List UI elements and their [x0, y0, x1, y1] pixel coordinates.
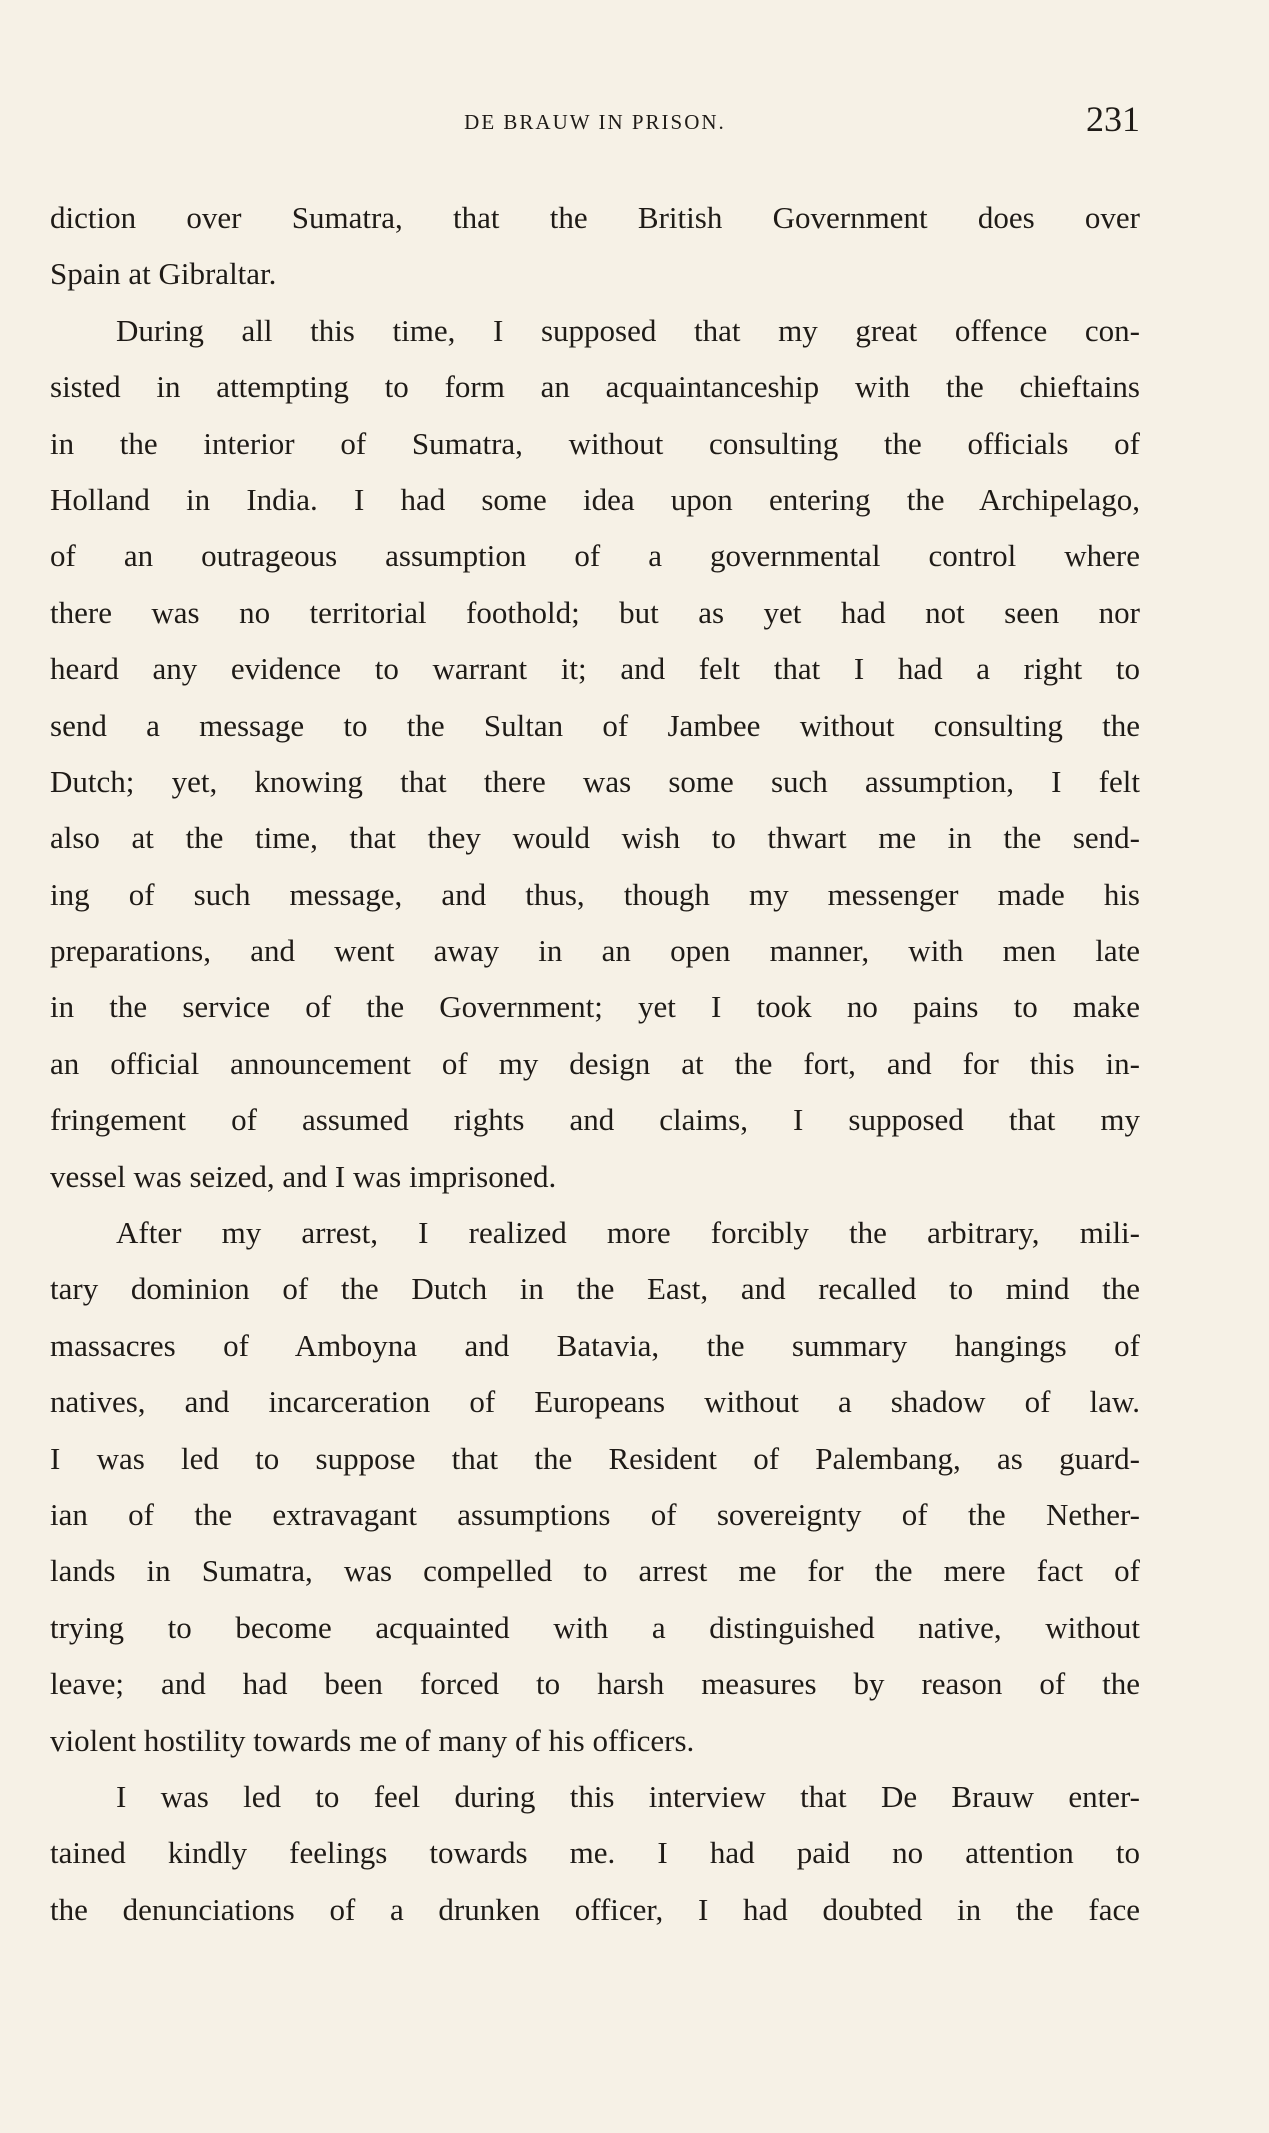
text-line: vessel was seized, and I was imprisoned. [50, 1158, 557, 1194]
text-line: leave; and had been forced to harsh measures by reason of the [50, 1666, 1140, 1702]
text-line: sisted in attempting to form an acquaintanceship with the chieftains [50, 369, 1140, 405]
text-line: tary dominion of the Dutch in the East, and recalled to mind the [50, 1271, 1140, 1307]
text-line: After my arrest, I realized more forcibly the arbitrary, mili- [116, 1215, 1140, 1251]
text-line: tained kindly feelings towards me. I had paid no attention to [50, 1835, 1140, 1871]
text-line: ian of the extravagant assumptions of sovereignty of the Nether- [50, 1496, 1140, 1532]
text-line: preparations, and went away in an open manner, with men late [50, 933, 1140, 969]
page-number: 231 [1086, 99, 1140, 139]
running-head [50, 98, 1140, 150]
text-line: diction over Sumatra, that the British Government does over [50, 200, 1140, 235]
body-text [50, 190, 1140, 1938]
text-line: natives, and incarceration of Europeans without a shadow of law. [50, 1384, 1140, 1420]
text-line: I was led to feel during this interview that De Brauw enter- [116, 1778, 1140, 1814]
text-line: Spain at Gibraltar. [50, 256, 277, 292]
text-line: violent hostility towards me of many of his officers. [50, 1722, 695, 1758]
text-line: trying to become acquainted with a distinguished native, without [50, 1609, 1140, 1645]
text-line: send a message to the Sultan of Jambee without consulting the [50, 707, 1140, 743]
text-line: I was led to suppose that the Resident of Palembang, as guard- [50, 1440, 1140, 1476]
text-line: During all this time, I supposed that my great offence con- [116, 312, 1140, 348]
text-line: ing of such message, and thus, though my messenger made his [50, 876, 1140, 912]
text-line: of an outrageous assumption of a governmental control where [50, 538, 1140, 574]
text-line: in the interior of Sumatra, without consulting the officials of [50, 425, 1140, 461]
text-line: there was no territorial foothold; but as yet had not seen nor [50, 594, 1140, 630]
text-line: Dutch; yet, knowing that there was some such assumption, I felt [50, 763, 1140, 799]
text-line: the denunciations of a drunken officer, I had doubted in the face [50, 1891, 1140, 1927]
text-line: heard any evidence to warrant it; and felt that I had a right to [50, 651, 1140, 687]
text-line: fringement of assumed rights and claims, I supposed that my [50, 1102, 1140, 1138]
text-line: Holland in India. I had some idea upon entering the Archipelago, [50, 481, 1140, 517]
text-line: also at the time, that they would wish to thwart me in the send- [50, 820, 1140, 856]
text-line: in the service of the Government; yet I took no pains to make [50, 989, 1140, 1025]
text-line: lands in Sumatra, was compelled to arrest me for the mere fact of [50, 1553, 1140, 1589]
text-line: massacres of Amboyna and Batavia, the summary hangings of [50, 1327, 1140, 1363]
running-title: DE BRAUW IN PRISON. [464, 110, 726, 134]
text-line: an official announcement of my design at the fort, and for this in- [50, 1045, 1140, 1081]
